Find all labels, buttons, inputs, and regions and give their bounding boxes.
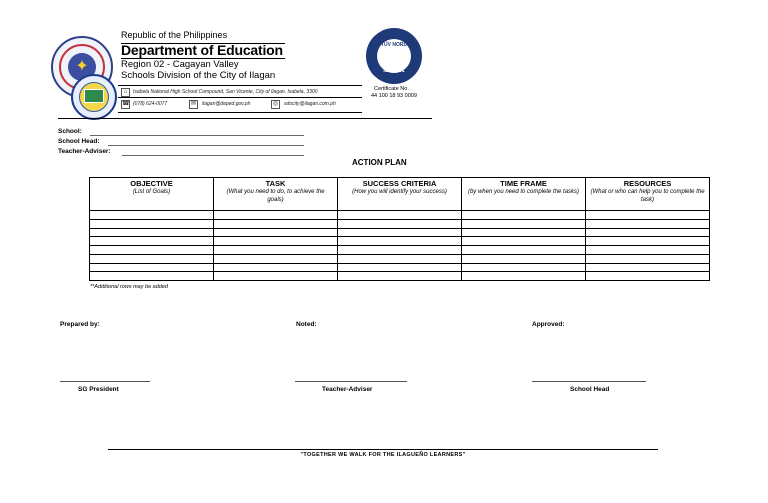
table-cell[interactable] xyxy=(90,237,214,246)
prepared-by-label: Prepared by: xyxy=(60,321,100,328)
school-field[interactable] xyxy=(90,135,304,136)
phone-icon: ☎ xyxy=(122,101,130,107)
table-cell[interactable] xyxy=(214,246,338,255)
table-cell[interactable] xyxy=(586,237,710,246)
table-cell[interactable] xyxy=(586,272,710,281)
column-title: RESOURCES xyxy=(623,179,672,188)
teacher-adviser-label: Teacher-Adviser: xyxy=(58,148,111,155)
contact-divider xyxy=(118,97,362,98)
column-title: SUCCESS CRITERIA xyxy=(362,179,437,188)
table-cell[interactable] xyxy=(338,237,462,246)
column-header-objective xyxy=(90,178,214,211)
table-row xyxy=(90,237,710,246)
column-subtitle: (What or who can help you to complete the task) xyxy=(590,189,705,203)
republic-label: Republic of the Philippines xyxy=(121,30,228,40)
address-text: Isabela National High School Compound, San Vicente, City of Ilagan, Isabela, 3300 xyxy=(133,89,318,95)
table-cell[interactable] xyxy=(586,219,710,228)
phone-text: (078) 624-0077 xyxy=(133,101,168,107)
table-cell[interactable] xyxy=(586,211,710,220)
table-cell[interactable] xyxy=(90,272,214,281)
table-cell[interactable] xyxy=(462,228,586,237)
web-icon: ◎ xyxy=(272,101,279,107)
table-row xyxy=(90,246,710,255)
division-seal-logo xyxy=(71,74,117,120)
school-head-signature-line[interactable] xyxy=(532,381,646,382)
tuv-seal-iso: ISO 9001 xyxy=(383,68,405,74)
location-icon: ⌂ xyxy=(121,88,130,97)
table-cell[interactable] xyxy=(338,211,462,220)
table-row xyxy=(90,254,710,263)
table-cell[interactable] xyxy=(586,246,710,255)
table-cell[interactable] xyxy=(338,228,462,237)
column-title: TASK xyxy=(265,179,286,188)
table-cell[interactable] xyxy=(462,211,586,220)
column-header-task xyxy=(214,178,338,211)
column-title: TIME FRAME xyxy=(500,179,547,188)
certificate-number: 44 100 18 93 0009 xyxy=(371,93,417,99)
table-cell[interactable] xyxy=(462,254,586,263)
table-cell[interactable] xyxy=(338,219,462,228)
approved-label: Approved: xyxy=(532,321,565,328)
table-cell[interactable] xyxy=(90,246,214,255)
star-icon: ✦ xyxy=(75,56,89,75)
table-cell[interactable] xyxy=(90,219,214,228)
column-subtitle: (List of Goals) xyxy=(132,189,171,195)
tuv-seal-text: TÜV NORD xyxy=(380,42,408,48)
email2-text: sdocity@ilagan.com.ph xyxy=(284,101,336,107)
table-cell[interactable] xyxy=(462,219,586,228)
table-row xyxy=(90,228,710,237)
table-cell[interactable] xyxy=(214,211,338,220)
footer-rule xyxy=(108,449,658,450)
table-cell[interactable] xyxy=(462,237,586,246)
table-cell[interactable] xyxy=(90,211,214,220)
table-cell[interactable] xyxy=(338,263,462,272)
noted-label: Noted: xyxy=(296,321,317,328)
table-cell[interactable] xyxy=(214,228,338,237)
table-cell[interactable] xyxy=(586,254,710,263)
region-label: Region 02 - Cagayan Valley xyxy=(121,59,239,70)
school-head-field[interactable] xyxy=(108,145,304,146)
contact-box xyxy=(118,85,362,113)
teacher-adviser-signatory-label: Teacher-Adviser xyxy=(322,386,373,393)
certificate-label: Certificate No. xyxy=(374,86,409,92)
school-label: School: xyxy=(58,128,82,135)
column-subtitle: (How you will identify your success) xyxy=(352,189,447,195)
table-cell[interactable] xyxy=(338,254,462,263)
table-cell[interactable] xyxy=(462,272,586,281)
tuv-certification-logo xyxy=(366,28,422,84)
footer-motto: "TOGETHER WE WALK FOR THE ILAGUEÑO LEARNERS" xyxy=(300,452,466,458)
table-cell[interactable] xyxy=(214,237,338,246)
column-header-time-frame xyxy=(462,178,586,211)
table-cell[interactable] xyxy=(214,263,338,272)
column-header-success-criteria xyxy=(338,178,462,211)
table-cell[interactable] xyxy=(214,272,338,281)
table-cell[interactable] xyxy=(214,254,338,263)
column-header-resources xyxy=(586,178,710,211)
action-plan-table xyxy=(89,177,710,281)
email-text: ilagan@deped.gov.ph xyxy=(202,101,251,107)
table-row xyxy=(90,219,710,228)
table-row xyxy=(90,263,710,272)
table-cell[interactable] xyxy=(90,254,214,263)
division-label: Schools Division of the City of Ilagan xyxy=(121,70,276,81)
mail-icon: ✉ xyxy=(190,101,197,107)
column-title: OBJECTIVE xyxy=(130,179,173,188)
table-cell[interactable] xyxy=(586,263,710,272)
table-cell[interactable] xyxy=(90,263,214,272)
additional-rows-note: **Additional rows may be added xyxy=(90,284,168,290)
table-cell[interactable] xyxy=(586,228,710,237)
teacher-adviser-field[interactable] xyxy=(122,155,304,156)
table-cell[interactable] xyxy=(462,263,586,272)
table-cell[interactable] xyxy=(338,272,462,281)
action-plan-title: ACTION PLAN xyxy=(352,158,407,167)
table-cell[interactable] xyxy=(214,219,338,228)
table-cell[interactable] xyxy=(462,246,586,255)
book-icon xyxy=(84,89,104,103)
table-header-row xyxy=(90,178,710,211)
sg-president-signature-line[interactable] xyxy=(60,381,150,382)
column-subtitle: (by when you need to complete the tasks) xyxy=(467,189,580,195)
school-head-signatory-label: School Head xyxy=(570,386,610,393)
school-head-label: School Head: xyxy=(58,138,100,145)
table-cell[interactable] xyxy=(90,228,214,237)
department-title: Department of Education xyxy=(121,42,283,58)
sg-president-label: SG President xyxy=(78,386,119,393)
table-row xyxy=(90,211,710,220)
table-cell[interactable] xyxy=(338,246,462,255)
column-subtitle: (What you need to do, to achieve the goals) xyxy=(226,189,325,203)
teacher-adviser-signature-line[interactable] xyxy=(295,381,407,382)
table-row xyxy=(90,272,710,281)
header-rule xyxy=(58,118,432,119)
